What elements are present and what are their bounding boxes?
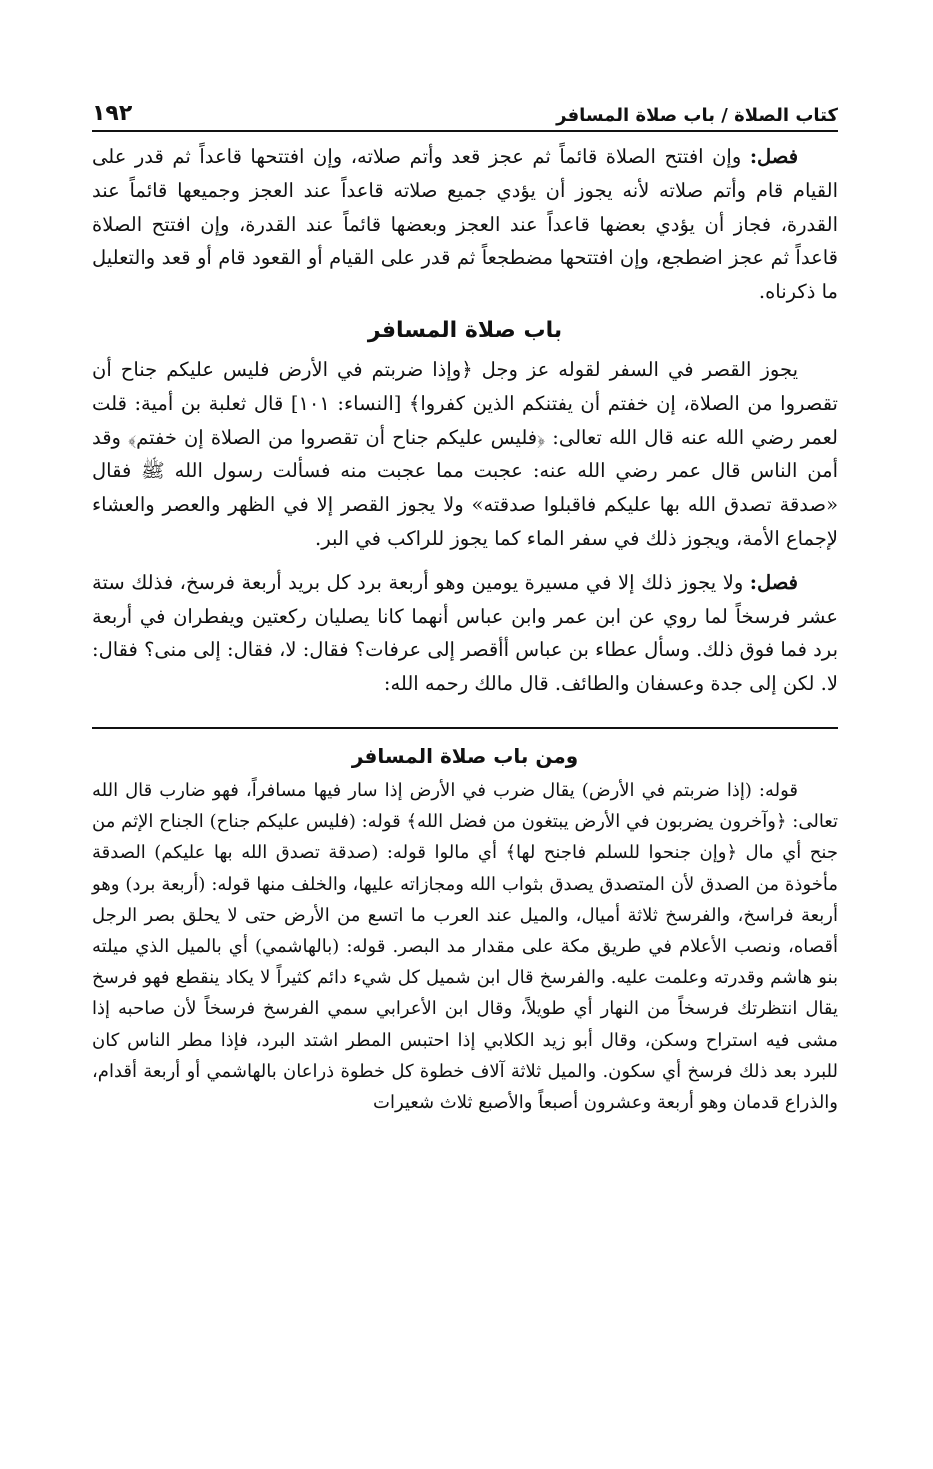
commentary-title: ومن باب صلاة المسافر bbox=[351, 743, 579, 768]
footnote-divider bbox=[92, 727, 838, 729]
paragraph-fasl-2 bbox=[92, 566, 838, 701]
commentary-text: قوله: (إذا ضربتم في الأرض) يقال ضرب في الأرض إذا سار فيها مسافراً، فهو ضارب قال الله تعالى: ﴿وآخرون يضربون في الأرض يبتغون من فضل الله﴾ قوله: (فليس عليكم جناح) الجناح الإثم من جنح أي مال ﴿وإن جنحوا للسلم فاجنح لها﴾ أي مالوا قوله: (صدقة تصدق الله بها عليكم) الصدقة مأخوذة من الصدق لأن المتصدق يصدق بثواب الله ومجازاته عليها، والخلف منها قوله: (أربعة برد) وهو أربعة فراسخ، والفرسخ ثلاثة أميال، والميل عند العرب ما اتسع من الأرض حتى لا يحلق بصر الرجل أقصاه، ونصب الأعلام في طريق مكة على مقدار مد البصر. قوله: (بالهاشمي) أي بالميل الذي ميلته بنو هاشم وقدرته وعلمت عليه. والفرسخ قال ابن شميل كل شيء دائم كثيراً لا يكاد ينقطع فهو فرسخ يقال انتظرتك فرسخاً من النهار أي طويلاً، وقال ابن الأعرابي سمي الفرسخ فرسخاً لأن صاحبه إذا مشى فيه استراح وسكن، وقال أبو زيد الكلابي إذا احتبس المطر اشتد البرد، فإذا مطر الناس كان للبرد بعد ذلك فرسخ أي سكون. والميل ثلاثة آلاف خطوة كل خطوة ذراعان بالهاشمي أو أربعة أقدام، والذراع قدمان وهو أربعة وعشرون أصبعاً والأصبع ثلاث شعيرات bbox=[92, 779, 838, 1113]
running-title: كتاب الصلاة / باب صلاة المسافر bbox=[556, 105, 838, 126]
paragraph-qasr: يجوز القصر في السفر لقوله عز وجل ﴿وإذا ضربتم في الأرض فليس عليكم جناح أن تقصروا من الصلاة، إن خفتم أن يفتنكم الذين كفروا﴾ [النساء: ١٠١] قال ثعلبة بن أمية: قلت لعمر رضي الله عنه قال الله تعالى: ﴿فليس عليكم جناح أن تقصروا من الصلاة إن خفتم﴾ وقد أمن الناس قال عمر رضي الله عنه: عجبت مما عجبت منه فسألت رسول الله ﷺ فقال «صدقة تصدق الله بها عليكم فاقبلوا صدقته» ولا يجوز القصر إلا في الظهر والعصر والعشاء لإجماع الأمة، ويجوز ذلك في سفر الماء كما يجوز للراكب في البر. bbox=[92, 357, 838, 550]
paragraph-text: وإن افتتح الصلاة قائماً ثم عجز قعد وأتم صلاته، وإن افتتحها قاعداً ثم قدر على القيام قام وأتم صلاته لأنه يجوز أن يؤدي جميع صلاته قاعداً عند العجز وجميعها قائماً عند القدرة، فجاز أن يؤدي بعضها قاعداً عند العجز وبعضها قائماً عند القدرة، وإن افتتح الصلاة قاعداً ثم عجز اضطجع، وإن افتتحها مضطجعاً ثم قدر على القيام أو القعود قام أو قعد والتعليل ما ذكرناه. bbox=[92, 145, 838, 304]
page-header bbox=[92, 90, 838, 132]
main-text bbox=[92, 140, 838, 701]
paragraph-lead: فصل: bbox=[749, 570, 798, 594]
section-title: باب صلاة المسافر bbox=[367, 317, 563, 343]
paragraph-fasl-1 bbox=[92, 140, 838, 309]
page-number: ١٩٢ bbox=[92, 101, 133, 126]
paragraph-text: ولا يجوز ذلك إلا في مسيرة يومين وهو أربعة برد كل بريد أربعة فرسخ، فذلك ستة عشر فرسخاً لما روي عن ابن عمر وابن عباس أنهما كانا يصليان ركعتين ويفطران في أربعة برد فما فوق ذلك. وسأل عطاء بن عباس أأقصر إلى عرفات؟ فقال: لا، فقال: إلى منى؟ فقال: لا. لكن إلى جدة وعسفان والطائف. قال مالك رحمه الله: bbox=[92, 570, 838, 696]
paragraph-lead: فصل: bbox=[749, 145, 799, 168]
commentary bbox=[92, 737, 838, 1118]
paragraph-gap bbox=[92, 556, 838, 566]
